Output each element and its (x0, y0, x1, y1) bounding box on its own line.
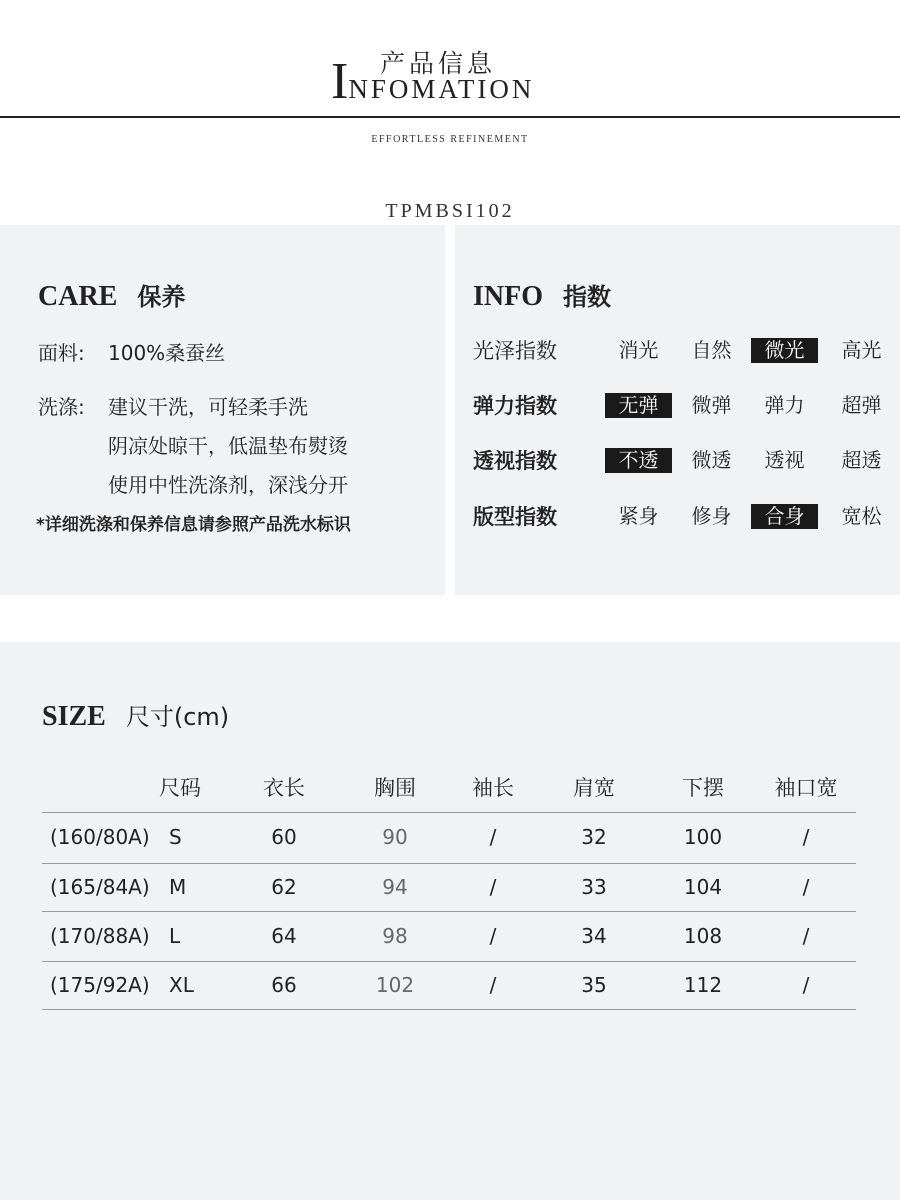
size-title-en: SIZE (42, 701, 106, 732)
table-cell: / (802, 825, 810, 849)
table-cell: / (489, 973, 497, 997)
wash-line: 建议干洗，可轻柔手洗 (108, 395, 308, 419)
table-cell: 112 (683, 973, 723, 997)
index-option: 超透 (841, 448, 882, 472)
index-option: 修身 (691, 504, 732, 528)
table-row-divider (42, 1009, 856, 1010)
index-row (473, 447, 893, 475)
index-option-selected: 合身 (751, 504, 818, 529)
size-title (42, 697, 229, 733)
table-row-divider (42, 812, 856, 813)
care-panel (0, 225, 445, 595)
product-sku: TPMBSI102 (385, 200, 515, 222)
fabric-row (38, 337, 225, 366)
index-label: 光泽指数 (473, 339, 557, 363)
table-cell: 66 (271, 973, 297, 997)
wash-label: 洗涤: (38, 395, 85, 419)
table-cell: / (489, 825, 497, 849)
info-panel (455, 225, 900, 595)
index-option-selected: 微光 (751, 338, 818, 363)
table-row-divider (42, 911, 856, 912)
index-option: 超弹 (841, 393, 882, 417)
title-english-rest: NFOMATION (348, 74, 535, 104)
header-divider (0, 116, 900, 118)
table-cell: 104 (683, 875, 723, 899)
size-label: S (169, 825, 182, 849)
table-cell: 102 (375, 973, 415, 997)
size-title-cn: 尺寸(cm) (125, 703, 230, 731)
index-label: 版型指数 (473, 505, 557, 529)
index-option: 消光 (618, 338, 659, 362)
size-spec: (175/92A) (50, 973, 150, 997)
index-row (473, 337, 893, 365)
header (0, 0, 900, 225)
index-option: 宽松 (841, 504, 882, 528)
table-header-cell: 衣长 (263, 776, 305, 800)
info-title-cn: 指数 (563, 283, 611, 311)
title-english (331, 53, 535, 110)
table-cell: 62 (271, 875, 297, 899)
size-spec: (160/80A) (50, 825, 150, 849)
info-title-en: INFO (473, 281, 543, 312)
index-row (473, 503, 893, 531)
index-option: 微弹 (691, 393, 732, 417)
index-option: 透视 (764, 448, 805, 472)
fabric-value: 100%桑蚕丝 (108, 341, 226, 365)
table-cell: / (489, 875, 497, 899)
index-option-selected: 无弹 (605, 393, 672, 418)
size-spec: (170/88A) (50, 924, 150, 948)
table-header-cell: 袖长 (472, 776, 514, 800)
table-header-cell: 胸围 (374, 776, 416, 800)
table-row-divider (42, 863, 856, 864)
size-section (0, 642, 900, 1200)
table-cell: 60 (271, 825, 297, 849)
size-label: L (169, 924, 181, 948)
care-title (38, 277, 185, 313)
index-option: 弹力 (764, 393, 805, 417)
table-header-cell: 下摆 (682, 776, 724, 800)
table-cell: 94 (382, 875, 408, 899)
table-cell: / (489, 924, 497, 948)
tagline: EFFORTLESS REFINEMENT (371, 134, 529, 145)
index-row (473, 392, 893, 420)
table-row-divider (42, 961, 856, 962)
wash-line: 使用中性洗涤剂，深浅分开 (108, 473, 348, 497)
index-option: 高光 (841, 338, 882, 362)
fabric-label: 面料: (38, 341, 85, 365)
table-header-cell: 袖口宽 (774, 776, 838, 800)
wash-line: 阴凉处晾干，低温垫布熨烫 (108, 434, 348, 458)
index-option: 自然 (691, 338, 732, 362)
index-option: 微透 (691, 448, 732, 472)
table-cell: 108 (683, 924, 723, 948)
title-chinese: 产品信息 (380, 49, 497, 78)
index-option: 紧身 (618, 504, 659, 528)
care-title-cn: 保养 (137, 283, 186, 311)
table-cell: 64 (271, 924, 297, 948)
table-cell: 34 (581, 924, 607, 948)
table-cell: 35 (581, 973, 607, 997)
size-label: M (169, 875, 187, 899)
table-cell: / (802, 973, 810, 997)
table-header-cell: 肩宽 (573, 776, 615, 800)
care-title-en: CARE (38, 281, 118, 312)
table-cell: / (802, 875, 810, 899)
table-cell: 33 (581, 875, 607, 899)
size-label: XL (169, 973, 194, 997)
info-title (473, 277, 611, 313)
table-cell: 98 (382, 924, 408, 948)
table-cell: / (802, 924, 810, 948)
index-label: 弹力指数 (473, 394, 557, 418)
table-cell: 32 (581, 825, 607, 849)
index-label: 透视指数 (473, 449, 557, 473)
size-spec: (165/84A) (50, 875, 150, 899)
table-header-cell: 尺码 (159, 776, 201, 800)
title-english-initial: I (331, 53, 349, 110)
index-option-selected: 不透 (605, 448, 672, 473)
care-note: *详细洗涤和保养信息请参照产品洗水标识 (36, 515, 351, 535)
table-cell: 100 (683, 825, 723, 849)
table-cell: 90 (382, 825, 408, 849)
